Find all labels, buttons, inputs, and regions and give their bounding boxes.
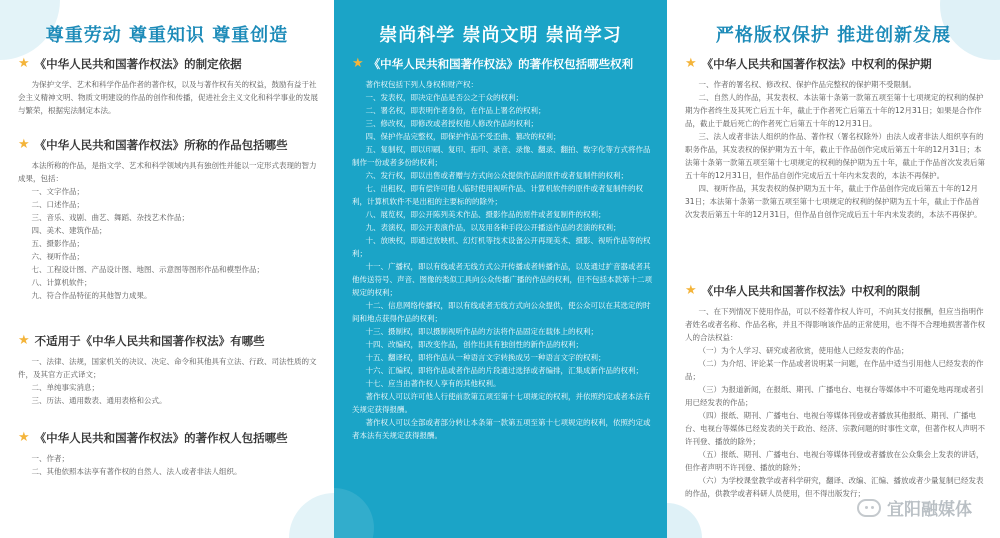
list-item: 三、历法、通用数表、通用表格和公式。 bbox=[31, 396, 167, 405]
wechat-icon bbox=[857, 499, 881, 517]
right-panel-title: 严格版权保护 推进创新发展 bbox=[715, 25, 952, 46]
section-owners bbox=[18, 430, 320, 478]
star-icon: ★ bbox=[18, 137, 30, 152]
paragraph: 四、视听作品，其发表权的保护期为五十年，截止于作品创作完成后第五十年的12月31日；本法第十条第一款第五项至第十七项规定的权利的保护期为五十年，截止于作品首次发表后第五十年的12月31日，但作品自创作完成后五十年内未发表的，本法不再保护。 bbox=[685, 184, 982, 219]
list-item: 七、工程设计图、产品设计图、地图、示意图等图形作品和模型作品； bbox=[31, 265, 264, 274]
list-item: 二、其他依照本法享有著作权的自然人、法人或者非法人组织。 bbox=[31, 467, 242, 476]
list-item: 十四、改编权，即改变作品，创作出具有独创性的新作品的权利； bbox=[365, 340, 583, 349]
list-item: 五、摄影作品； bbox=[31, 239, 84, 248]
list-item: 十三、摄制权，即以摄制视听作品的方法将作品固定在载体上的权利； bbox=[365, 327, 598, 336]
star-icon: ★ bbox=[352, 56, 364, 71]
watermark bbox=[857, 495, 972, 520]
paragraph: （六）为学校课堂教学或者科学研究，翻译、改编、汇编、播放或者少量复制已经发表的作品，供教学或者科研人员使用，但不得出版发行； bbox=[685, 476, 984, 498]
paragraph: （五）报纸、期刊、广播电台、电视台等媒体刊登或者播放在公众集会上发表的讲话，但作者声明不许刊登、播放的除外； bbox=[685, 450, 984, 472]
decorative-circle bbox=[334, 488, 374, 538]
list-item: 九、表演权，即公开表演作品，以及用各种手段公开播送作品的表演的权利； bbox=[365, 223, 621, 232]
section-exclusions bbox=[18, 333, 320, 407]
section-heading: 《中华人民共和国著作权法》中权利的限制 bbox=[701, 284, 921, 298]
list-item: 一、作者； bbox=[31, 454, 69, 463]
list-item: 六、视听作品； bbox=[31, 252, 84, 261]
left-panel-title: 尊重劳动 尊重知识 尊重创造 bbox=[45, 25, 289, 46]
list-item: 三、音乐、戏剧、曲艺、舞蹈、杂技艺术作品； bbox=[31, 213, 189, 222]
star-icon: ★ bbox=[685, 283, 697, 298]
list-item: 十六、汇编权，即将作品或者作品的片段通过选择或者编排，汇集成新作品的权利； bbox=[365, 366, 643, 375]
section-heading: 不适用于《中华人民共和国著作权法》有哪些 bbox=[34, 334, 265, 348]
list-item: 五、复制权，即以印刷、复印、拓印、录音、录像、翻录、翻拍、数字化等方式将作品制作一份或者多份的权利； bbox=[352, 145, 651, 167]
star-icon: ★ bbox=[18, 56, 30, 71]
paragraph: 著作权人可以许可他人行使前款第五项至第十七项规定的权利，并依照约定或者本法有关规定获得报酬。 bbox=[352, 392, 651, 414]
list-item: 一、法律、法规，国家机关的决议、决定、命令和其他具有立法、行政、司法性质的文件，及其官方正式译文； bbox=[18, 357, 317, 379]
section-heading: 《中华人民共和国著作权法》中权利的保护期 bbox=[701, 57, 932, 71]
star-icon: ★ bbox=[685, 56, 697, 71]
paragraph: 三、法人或者非法人组织的作品、著作权（署名权除外）由法人或者非法人组织享有的职务作品，其发表权的保护期为五十年，截止于作品创作完成后第五十年的12月31日；本法第十条第一款第五项至第十七项规定的权利的保护期为五十年，截止于作品首次发表后第五十年的12月31日，但作品自创作完成后五十年内未发表的，本法不再保护。 bbox=[685, 132, 985, 180]
list-item: 三、修改权，即修改或者授权他人修改作品的权利； bbox=[365, 119, 538, 128]
middle-panel-title: 崇尚科学 崇尚文明 崇尚学习 bbox=[379, 25, 622, 46]
list-item: 四、美术、建筑作品； bbox=[31, 226, 107, 235]
list-item: 八、计算机软件； bbox=[31, 278, 92, 287]
list-item: 一、文字作品； bbox=[31, 187, 84, 196]
list-item: 十一、广播权，即以有线或者无线方式公开传播或者转播作品，以及通过扩音器或者其他传送符号、声音、图像的类似工具向公众传播广播的作品的权利，但不包括本款第十二项规定的权利； bbox=[352, 262, 652, 297]
list-item: 二、口述作品； bbox=[31, 200, 84, 209]
middle-panel bbox=[334, 0, 667, 538]
paragraph: 著作权包括下列人身权和财产权： bbox=[365, 80, 478, 89]
section-limitations bbox=[685, 283, 986, 500]
left-panel bbox=[0, 0, 334, 538]
paragraph: （三）为报道新闻，在报纸、期刊、广播电台、电视台等媒体中不可避免地再现或者引用已经发表的作品； bbox=[685, 385, 984, 407]
watermark-text: 宜阳融媒体 bbox=[887, 500, 972, 520]
list-item: 二、单纯事实消息； bbox=[31, 383, 99, 392]
section-rights bbox=[352, 56, 653, 442]
list-item: 八、展览权，即公开陈列美术作品、摄影作品的原件或者复制件的权利； bbox=[365, 210, 606, 219]
paragraph: （四）报纸、期刊、广播电台、电视台等媒体刊登或者播放其他报纸、期刊、广播电台、电视台等媒体已经发表的关于政治、经济、宗教问题的时事性文章，但著作权人声明不许刊登、播放的除外； bbox=[685, 411, 985, 446]
section-protection-period bbox=[685, 56, 986, 221]
list-item: 二、署名权，即表明作者身份，在作品上署名的权利； bbox=[365, 106, 546, 115]
paragraph: 二、自然人的作品，其发表权、本法第十条第一款第五项至第十七项规定的权利的保护期为作者终生及其死亡后五十年，截止于作者死亡后第五十年的12月31日；如果是合作作品，截止于最后死亡的作者死亡后第五十年的12月31日。 bbox=[685, 93, 984, 128]
paragraph: （二）为介绍、评论某一作品或者说明某一问题，在作品中适当引用他人已经发表的作品； bbox=[685, 359, 984, 381]
star-icon: ★ bbox=[18, 430, 30, 445]
paragraph: 一、作者的署名权、修改权、保护作品完整权的保护期不受限制。 bbox=[698, 80, 916, 89]
list-item: 十五、翻译权，即将作品从一种语言文字转换成另一种语言文字的权利； bbox=[365, 353, 606, 362]
paragraph: 著作权人可以全部或者部分转让本条第一款第五项至第十七项规定的权利，依照约定或者本法有关规定获得报酬。 bbox=[352, 418, 651, 440]
section-heading: 《中华人民共和国著作权法》的著作权包括哪些权利 bbox=[368, 57, 634, 71]
section-basis bbox=[18, 56, 320, 117]
list-item: 一、发表权，即决定作品是否公之于众的权利； bbox=[365, 93, 523, 102]
list-item: 十、放映权，即通过放映机、幻灯机等技术设备公开再现美术、摄影、视听作品等的权利； bbox=[352, 236, 651, 258]
list-item: 九、符合作品特征的其他智力成果。 bbox=[31, 291, 152, 300]
star-icon: ★ bbox=[18, 333, 30, 348]
list-item: 七、出租权，即有偿许可他人临时使用视听作品、计算机软件的原件或者复制件的权利，计算机软件不是出租的主要标的的除外； bbox=[352, 184, 643, 206]
list-item: 十七、应当由著作权人享有的其他权利。 bbox=[365, 379, 501, 388]
paragraph: （一）为个人学习、研究或者欣赏，使用他人已经发表的作品； bbox=[698, 346, 909, 355]
list-item: 十二、信息网络传播权，即以有线或者无线方式向公众提供，使公众可以在其选定的时间和地点获得作品的权利； bbox=[352, 301, 651, 323]
decorative-circle bbox=[289, 493, 334, 538]
right-panel bbox=[667, 0, 1000, 538]
section-heading: 《中华人民共和国著作权法》所称的作品包括哪些 bbox=[34, 138, 288, 152]
list-item: 四、保护作品完整权，即保护作品不受歪曲、篡改的权利； bbox=[365, 132, 561, 141]
section-heading: 《中华人民共和国著作权法》的制定依据 bbox=[34, 57, 242, 71]
list-item: 六、发行权，即以出售或者赠与方式向公众提供作品的原件或者复制件的权利； bbox=[365, 171, 628, 180]
section-works bbox=[18, 137, 320, 302]
section-heading: 《中华人民共和国著作权法》的著作权人包括哪些 bbox=[34, 431, 288, 445]
paragraph: 一、在下列情况下使用作品，可以不经著作权人许可，不向其支付报酬，但应当指明作者姓名或者名称、作品名称，并且不得影响该作品的正常使用，也不得不合理地损害著作权人的合法权益： bbox=[685, 307, 985, 342]
paragraph: 本法所称的作品，是指文学、艺术和科学领域内具有独创性并能以一定形式表现的智力成果，包括： bbox=[18, 161, 317, 183]
decorative-circle bbox=[667, 503, 702, 538]
paragraph: 为保护文学、艺术和科学作品作者的著作权，以及与著作权有关的权益，鼓励有益于社会主义精神文明、物质文明建设的作品的创作和传播，促进社会主义文化和科学事业的发展与繁荣，根据宪法制定本法。 bbox=[18, 80, 318, 115]
